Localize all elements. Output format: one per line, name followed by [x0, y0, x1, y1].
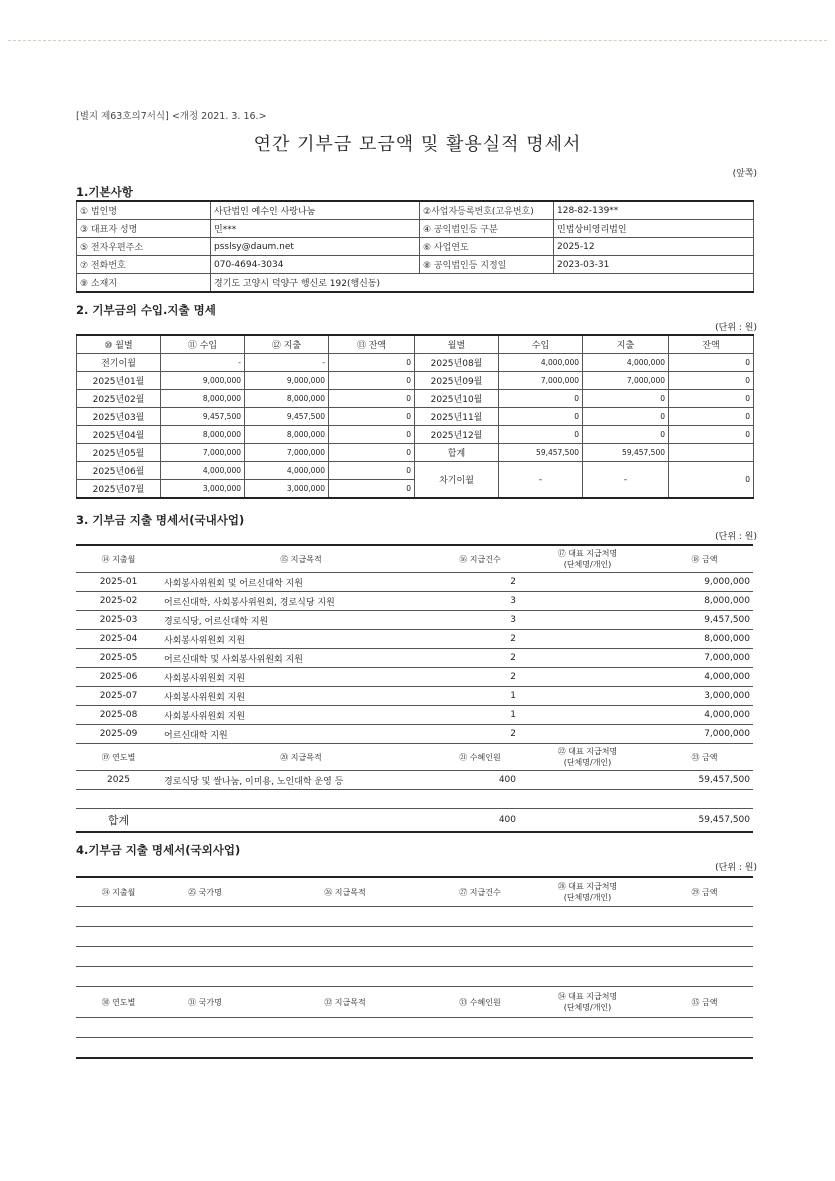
field-label: ②사업자등록번호(고유번호)	[420, 201, 554, 220]
header-text-line: ⑮ 지급목적	[280, 554, 322, 564]
amount-cell: 3,000,000	[245, 480, 329, 499]
month-cell: 전기이월	[77, 354, 161, 372]
month-cell: 2025년01월	[77, 372, 161, 390]
empty-cell	[249, 1018, 441, 1038]
empty-row	[76, 967, 753, 987]
payee-cell	[519, 706, 656, 725]
amount-cell: 7,000,000	[656, 649, 753, 668]
empty-cell	[249, 947, 441, 967]
amount-cell: 0	[583, 426, 669, 444]
total-amount: 59,457,500	[656, 809, 753, 833]
amount-cell: 0	[329, 480, 415, 499]
field-label: ③ 대표자 성명	[77, 220, 211, 238]
header-text-line: ㉕ 국가명	[188, 887, 222, 897]
payee-cell	[519, 771, 656, 790]
header-row	[76, 744, 753, 771]
purpose-cell: 사회봉사위원회 지원	[161, 630, 441, 649]
empty-cell	[76, 967, 161, 987]
amount-cell: 4,000,000	[583, 354, 669, 372]
empty-cell	[249, 967, 441, 987]
field-value: 민***	[211, 220, 420, 238]
field-label: ⑨ 소재지	[77, 274, 211, 293]
amount-cell: 0	[329, 408, 415, 426]
basic-info-table	[76, 200, 754, 293]
amount-cell: 8,000,000	[161, 426, 245, 444]
amount-cell: 0	[499, 408, 583, 426]
empty-row	[76, 1018, 753, 1038]
amount-cell: 59,457,500	[499, 444, 583, 462]
payee-cell	[519, 630, 656, 649]
column-header: 수입	[499, 335, 583, 354]
top-dashed-line	[8, 40, 827, 41]
column-header	[656, 987, 753, 1018]
amount-cell: 4,000,000	[161, 462, 245, 480]
amount-cell: 0	[329, 426, 415, 444]
header-text-line: ⑳ 지급목적	[280, 752, 322, 762]
month-cell: 2025년05월	[77, 444, 161, 462]
table-row	[76, 706, 753, 725]
year-cell	[76, 790, 161, 809]
section4-heading: 4.기부금 지출 명세서(국외사업)	[76, 843, 241, 857]
column-header: ⑪ 수입	[161, 335, 245, 354]
amount-cell: 0	[669, 354, 754, 372]
amount-cell: 0	[499, 390, 583, 408]
amount-cell: 9,457,500	[245, 408, 329, 426]
header-text-line: ⑭ 지출월	[101, 554, 136, 564]
header-text-line: ⑲ 연도별	[101, 752, 136, 762]
amount-cell: -	[245, 354, 329, 372]
header-text-line: ㉔ 지출월	[101, 887, 136, 897]
basic-info-row	[77, 274, 754, 293]
purpose-cell: 사회봉사위원회 지원	[161, 668, 441, 687]
header-text-line: ㉜ 지급목적	[324, 997, 366, 1007]
table-row	[76, 630, 753, 649]
empty-row	[76, 947, 753, 967]
column-header	[161, 987, 249, 1018]
month-cell: 2025년03월	[77, 408, 161, 426]
amount-cell: 7,000,000	[161, 444, 245, 462]
field-label: ① 법인명	[77, 201, 211, 220]
empty-row	[76, 907, 753, 927]
empty-cell	[441, 947, 519, 967]
month-cell: 2025년10월	[415, 390, 499, 408]
purpose-cell: 어르신대학 및 사회봉사위원회 지원	[161, 649, 441, 668]
month-cell: 2025년12월	[415, 426, 499, 444]
section3-unit: (단위 : 원)	[715, 532, 757, 542]
empty-cell	[519, 967, 656, 987]
field-label: ⑦ 전화번호	[77, 256, 211, 274]
table-row	[77, 444, 754, 462]
payee-cell	[519, 611, 656, 630]
empty-cell	[441, 1018, 519, 1038]
income-expense-table	[76, 334, 754, 499]
header-text-line: ⑱ 금액	[691, 554, 718, 564]
payee-cell	[519, 687, 656, 706]
column-header	[441, 744, 519, 771]
month-cell: 2025-08	[76, 706, 161, 725]
header-text-line: ㉟ 금액	[691, 997, 718, 1007]
purpose-cell: 사회봉사위원회 지원	[161, 687, 441, 706]
amount-cell: 8,000,000	[656, 630, 753, 649]
header-text-line: ⑯ 지급건수	[459, 554, 501, 564]
empty-cell	[161, 907, 249, 927]
column-header	[161, 545, 441, 573]
empty-cell	[249, 1038, 441, 1059]
column-header	[441, 877, 519, 907]
amount-cell: 7,000,000	[583, 372, 669, 390]
amount-cell: 3,000,000	[656, 687, 753, 706]
table-row	[77, 408, 754, 426]
carry-over-expense: -	[583, 462, 669, 499]
month-cell: 2025년11월	[415, 408, 499, 426]
amount-cell: 9,000,000	[656, 573, 753, 592]
amount-cell: 0	[669, 390, 754, 408]
count-cell: 2	[441, 649, 519, 668]
purpose-cell: 어르신대학, 사회봉사위원회, 경로식당 지원	[161, 592, 441, 611]
header-row	[77, 335, 754, 354]
domestic-expense-table	[76, 544, 753, 833]
column-header: 잔액	[669, 335, 754, 354]
form-number: [별지 제63호의7서식] <개정 2021. 3. 16.>	[76, 111, 267, 122]
table-row	[76, 573, 753, 592]
column-header	[161, 877, 249, 907]
basic-info-row	[77, 238, 754, 256]
header-text-line: ㉑ 수혜인원	[459, 752, 501, 762]
amount-cell: 3,000,000	[161, 480, 245, 499]
amount-cell: 8,000,000	[656, 592, 753, 611]
table-row	[76, 649, 753, 668]
column-header: ⑬ 잔액	[329, 335, 415, 354]
column-header: 월별	[415, 335, 499, 354]
header-text-line: ㉝ 수혜인원	[459, 997, 501, 1007]
amount-cell: 0	[583, 408, 669, 426]
basic-info-row	[77, 220, 754, 238]
count-cell: 1	[441, 687, 519, 706]
empty-cell	[656, 907, 753, 927]
count-cell: 2	[441, 725, 519, 744]
purpose-cell: 사회봉사위원회 및 어르신대학 지원	[161, 573, 441, 592]
payee-cell	[519, 592, 656, 611]
amount-cell: 59,457,500	[583, 444, 669, 462]
count-cell: 2	[441, 573, 519, 592]
column-header: 지출	[583, 335, 669, 354]
amount-cell: 8,000,000	[245, 390, 329, 408]
amount-cell: 7,000,000	[245, 444, 329, 462]
count-cell: 2	[441, 668, 519, 687]
header-text-line: (단체명/개인)	[563, 758, 612, 767]
empty-cell	[249, 907, 441, 927]
column-header	[76, 744, 161, 771]
count-cell: 3	[441, 592, 519, 611]
section1-heading: 1.기본사항	[76, 185, 133, 199]
table-row	[76, 687, 753, 706]
month-cell: 2025-03	[76, 611, 161, 630]
header-text-line: ㉘ 대표 지급처명	[557, 882, 618, 891]
column-header	[76, 545, 161, 573]
empty-row	[76, 1038, 753, 1059]
field-value: 민법상비영리법인	[554, 220, 754, 238]
amount-cell: 0	[499, 426, 583, 444]
month-cell: 2025년07월	[77, 480, 161, 499]
empty-cell	[161, 1018, 249, 1038]
table-row	[77, 354, 754, 372]
month-cell: 2025-02	[76, 592, 161, 611]
amount-cell: 4,000,000	[656, 668, 753, 687]
amount-cell: 0	[669, 426, 754, 444]
empty-cell	[161, 947, 249, 967]
amount-cell: 9,000,000	[161, 372, 245, 390]
field-label: ⑧ 공익법인등 지정일	[420, 256, 554, 274]
header-text-line: ㉚ 연도별	[101, 997, 136, 1007]
empty-row	[76, 927, 753, 947]
column-header	[656, 744, 753, 771]
header-text-line: ㉙ 금액	[691, 887, 718, 897]
month-cell: 2025-06	[76, 668, 161, 687]
purpose-cell: 경로식당 및 쌀나눔, 이미용, 노인대학 운영 등	[161, 771, 441, 790]
total-empty	[161, 809, 441, 833]
amount-cell: 0	[329, 444, 415, 462]
address-value: 경기도 고양시 덕양구 행신로 192(행신동)	[211, 274, 754, 293]
table-row	[77, 426, 754, 444]
table-row	[76, 611, 753, 630]
payee-cell	[519, 725, 656, 744]
amount-cell: 9,457,500	[161, 408, 245, 426]
table-row	[76, 790, 753, 809]
empty-cell	[656, 1018, 753, 1038]
total-empty	[519, 809, 656, 833]
column-header	[656, 545, 753, 573]
month-cell: 2025-09	[76, 725, 161, 744]
header-row	[76, 987, 753, 1018]
empty-cell	[656, 947, 753, 967]
field-value: 2025-12	[554, 238, 754, 256]
field-value: psslsy@daum.net	[211, 238, 420, 256]
field-value: 070-4694-3034	[211, 256, 420, 274]
amount-cell: 0	[329, 354, 415, 372]
month-cell: 2025년08월	[415, 354, 499, 372]
amount-cell: 7,000,000	[656, 725, 753, 744]
amount-cell: 9,000,000	[245, 372, 329, 390]
column-header	[249, 987, 441, 1018]
amount-cell: 8,000,000	[245, 426, 329, 444]
header-text-line: ㉛ 국가명	[188, 997, 222, 1007]
table-row	[76, 668, 753, 687]
count-cell: 1	[441, 706, 519, 725]
purpose-cell	[161, 790, 441, 809]
empty-cell	[656, 927, 753, 947]
amount-cell: -	[161, 354, 245, 372]
empty-cell	[519, 1018, 656, 1038]
empty-cell	[519, 947, 656, 967]
header-text-line: (단체명/개인)	[563, 893, 612, 902]
column-header: ⑫ 지출	[245, 335, 329, 354]
column-header	[656, 877, 753, 907]
total-count: 400	[441, 809, 519, 833]
amount-cell: 7,000,000	[499, 372, 583, 390]
field-label: ⑥ 사업연도	[420, 238, 554, 256]
field-label: ④ 공익법인등 구분	[420, 220, 554, 238]
empty-cell	[76, 1038, 161, 1059]
empty-cell	[519, 927, 656, 947]
beneficiary-cell	[441, 790, 519, 809]
amount-cell: 0	[329, 372, 415, 390]
table-row	[76, 592, 753, 611]
amount-cell: 0	[329, 462, 415, 480]
column-header	[76, 877, 161, 907]
empty-cell	[519, 1038, 656, 1059]
column-header	[441, 545, 519, 573]
column-header	[519, 545, 656, 573]
month-cell: 2025-01	[76, 573, 161, 592]
month-cell: 2025년04월	[77, 426, 161, 444]
empty-cell	[249, 927, 441, 947]
amount-cell	[669, 444, 754, 462]
empty-cell	[76, 947, 161, 967]
front-label: (앞쪽)	[732, 169, 757, 179]
amount-cell: 9,457,500	[656, 611, 753, 630]
header-text-line: ⑰ 대표 지급처명	[557, 549, 618, 558]
column-header	[249, 877, 441, 907]
empty-cell	[656, 967, 753, 987]
total-row	[76, 809, 753, 833]
empty-cell	[161, 1038, 249, 1059]
header-text-line: ㉗ 지급건수	[459, 887, 501, 897]
table-row	[76, 771, 753, 790]
column-header	[519, 877, 656, 907]
header-row	[76, 545, 753, 573]
amount-cell: 59,457,500	[656, 771, 753, 790]
header-text-line: ㉒ 대표 지급처명	[557, 747, 618, 756]
empty-cell	[519, 907, 656, 927]
header-text-line: ㉓ 금액	[691, 752, 718, 762]
header-text-line: (단체명/개인)	[563, 1003, 612, 1012]
amount-cell: 0	[583, 390, 669, 408]
field-label: ⑤ 전자우편주소	[77, 238, 211, 256]
empty-cell	[76, 927, 161, 947]
empty-cell	[441, 967, 519, 987]
purpose-cell: 경로식당, 어르신대학 지원	[161, 611, 441, 630]
header-text-line: ㉞ 대표 지급처명	[557, 992, 618, 1001]
count-cell: 3	[441, 611, 519, 630]
count-cell: 2	[441, 630, 519, 649]
header-text-line: ㉖ 지급목적	[324, 887, 366, 897]
month-cell: 합계	[415, 444, 499, 462]
beneficiary-cell: 400	[441, 771, 519, 790]
empty-cell	[441, 907, 519, 927]
empty-cell	[161, 967, 249, 987]
payee-cell	[519, 649, 656, 668]
month-cell: 2025-05	[76, 649, 161, 668]
year-cell: 2025	[76, 771, 161, 790]
payee-cell	[519, 668, 656, 687]
empty-cell	[76, 1018, 161, 1038]
table-row	[77, 372, 754, 390]
amount-cell: 0	[329, 390, 415, 408]
amount-cell: 4,000,000	[245, 462, 329, 480]
table-row	[76, 725, 753, 744]
basic-info-row	[77, 256, 754, 274]
month-cell: 2025년06월	[77, 462, 161, 480]
column-header	[519, 987, 656, 1018]
column-header	[441, 987, 519, 1018]
table-row	[77, 390, 754, 408]
field-value: 사단법인 예수인 사랑나눔	[211, 201, 420, 220]
purpose-cell: 어르신대학 지원	[161, 725, 441, 744]
page-title: 연간 기부금 모금액 및 활용실적 명세서	[253, 134, 582, 155]
month-cell: 2025-07	[76, 687, 161, 706]
carry-over-income: -	[499, 462, 583, 499]
amount-cell: 0	[669, 372, 754, 390]
section2-unit: (단위 : 원)	[715, 323, 757, 333]
empty-cell	[161, 927, 249, 947]
column-header	[161, 744, 441, 771]
amount-cell: 4,000,000	[499, 354, 583, 372]
column-header	[76, 987, 161, 1018]
amount-cell	[656, 790, 753, 809]
section2-heading: 2. 기부금의 수입.지출 명세	[76, 303, 216, 317]
month-cell: 2025-04	[76, 630, 161, 649]
field-value: 128-82-139**	[554, 201, 754, 220]
field-value: 2023-03-31	[554, 256, 754, 274]
payee-cell	[519, 790, 656, 809]
column-header	[519, 744, 656, 771]
header-row	[76, 877, 753, 907]
section4-unit: (단위 : 원)	[715, 863, 757, 873]
header-text-line: (단체명/개인)	[563, 560, 612, 569]
empty-cell	[656, 1038, 753, 1059]
column-header: ⑩ 월별	[77, 335, 161, 354]
month-cell: 2025년09월	[415, 372, 499, 390]
section3-heading: 3. 기부금 지출 명세서(국내사업)	[76, 513, 245, 527]
basic-info-row	[77, 201, 754, 220]
empty-cell	[441, 1038, 519, 1059]
amount-cell: 8,000,000	[161, 390, 245, 408]
month-cell: 2025년02월	[77, 390, 161, 408]
empty-cell	[76, 907, 161, 927]
carry-over-label: 차기이월	[415, 462, 499, 499]
purpose-cell: 사회봉사위원회 지원	[161, 706, 441, 725]
table-row	[77, 462, 754, 480]
total-label: 합계	[76, 809, 161, 833]
overseas-expense-table	[76, 876, 753, 1059]
empty-cell	[441, 927, 519, 947]
payee-cell	[519, 573, 656, 592]
amount-cell: 4,000,000	[656, 706, 753, 725]
amount-cell: 0	[669, 408, 754, 426]
carry-over-balance: 0	[669, 462, 754, 499]
